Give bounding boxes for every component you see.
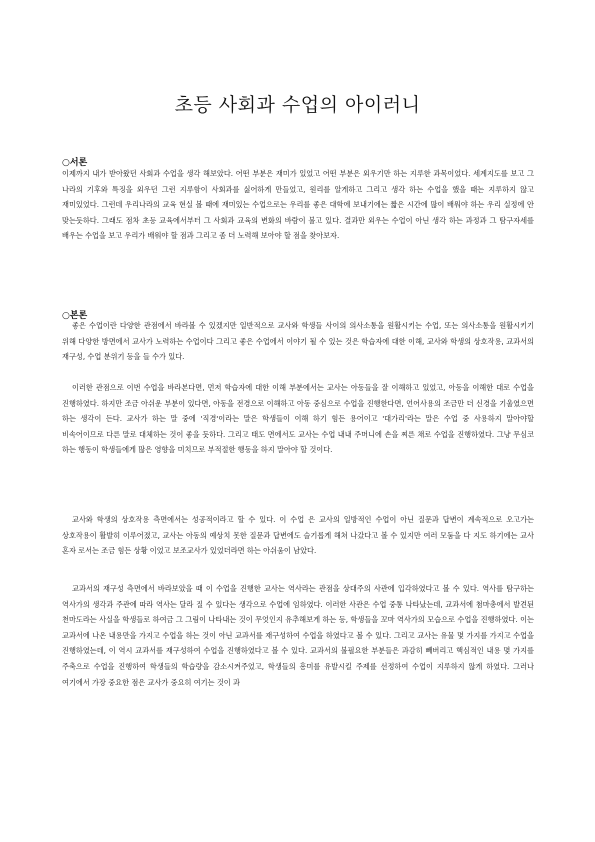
body-paragraph-4: 교과서의 재구성 측면에서 바라보았을 때 이 수업을 진행한 교사는 역사라는 관점을 상대주의 사관에 입각하였다고 볼 수 있다. 역사를 탐구하는 역사가의 생각과 주관에 따라 역사는 달라 질 수 있다는 생각으로 수업에 임하였다. 이러한 사관은 수업 중통 나타났는데, 교과서에 첨마총에서 발견된 천마도라는 사실을 학생들로 하여금 그 그림이 나타내는 것이 무엇인지 유추해보게 하는 등, 학생들을 꼬마 역사가의 모습으로 수업을 진행하였다. 이는 교과서에 나온 내용만을 가지고 수업을 하는 것이 아닌 교과서를 재구성하여 수업을 하였다고 볼 수 있다. 그리고 교사는 유물 몇 가지를 가지고 수업을 진행하였는데, 이 역시 교과서를 재구성하여 수업을 진행하였다고 볼 수 있다. 교과서의 불필요한 부분들은 과감히 빼버리고 핵심적인 내용 몇 가지를 주축으로 수업을 진행하여 학생들의 학습량을 감소시켜주었고, 학생들의 흥미를 유발시킬 주제를 선정하여 수업이 지루하지 않게 하였다. 그러나 여기에서 가장 중요한 점은 교사가 중요히 여기는 것이 과 [62, 584, 534, 687]
body-heading: ○본론 [62, 311, 88, 321]
body-paragraph-1: 좋은 수업이란 다양한 관점에서 바라볼 수 있겠지만 일반적으로 교사와 학생들 사이의 의사소통을 원활시키는 수업, 또는 의사소통을 원활시키기 위해 다양한 방면에서 교사가 노력하는 수업이다 그리고 좋은 수업에서 이야기 될 수 있는 것은 학습자에 대한 이해, 교사와 학생의 상호작용, 교과서의 재구성, 수업 분위기 등을 들 수가 있다. [62, 321, 534, 362]
body-paragraph-3: 교사와 학생의 상호작용 측면에서는 성공적이라고 할 수 있다. 이 수업 은 교사의 일방적인 수업이 아닌 질문과 답변이 계속적으로 오고가는 상호작용이 활발히 이루어졌고, 교사는 아동의 예상치 못한 질문과 답변에도 슬기롭게 해쳐 나갔다고 볼 수 있지만 여러 모둠을 다 지도 하기에는 교사 혼자 로서는 조금 힘든 상황 이었고 보조교사가 있었더라면 하는 아쉬움이 남았다. [62, 515, 534, 556]
document-title: 초등 사회과 수업의 아이러니 [174, 94, 421, 116]
body-paragraph-2: 이러한 관점으로 이번 수업을 바라본다면, 먼저 학습자에 대한 이해 부분에서는 교사는 아동들을 잘 이해하고 있었고, 아동을 이해한 대로 수업을 진행하였다. 하지만 조금 아쉬운 부분이 있다면, 아동을 전경으로 이해하고 아동 중심으로 수업을 진행한다면, 언어사용의 조금만 더 신경을 기울였으면 하는 생각이 든다. 교사가 하는 말 중에 '직경'이라는 말은 학생들이 이해 하기 힘든 용어이고 '대가리'라는 말은 수업 중 사용하지 말아야할 비속어이므로 다른 말로 대체하는 것이 좋을 듯하다. 그리고 태도 면에서도 교사는 수업 내내 주머니에 손을 찌른 채로 수업을 진행하였다. 그냥 무심코 하는 행동이 학생들에게 많은 영향을 미치므로 부적절한 행동을 하지 말아야 할 것이다. [62, 383, 534, 455]
intro-paragraph: 이제까지 내가 받아왔던 사회과 수업을 생각 해보았다. 어떤 부분은 재미가 있었고 어떤 부분은 외우기만 하는 지루한 과목이었다. 세계지도를 보고 그 나라의 기후와 특징을 외우던 그런 지루함이 사회과를 싫어하게 만들었고, 원리를 알게하고 그리고 생각 하는 수업을 했을 때는 지루하지 않고 재미있었다. 그런데 우리나라의 교육 현실 볼 때에 재미있는 수업으로는 우리를 좋은 대학에 보내기에는 짧은 시간에 많이 배워야 하는 우리 실정에 안 맞는듯하다. 그래도 점차 초등 교육에서부터 그 사회과 교육의 변화의 바람이 불고 있다. 결과만 외우는 수업이 아닌 생각 하는 과정과 그 탐구자세를 배우는 수업을 보고 우리가 배워야 할 점과 그리고 좀 더 노력해 보아야 할 점을 찾아보자. [62, 169, 534, 241]
intro-heading: ○서론 [62, 158, 88, 168]
